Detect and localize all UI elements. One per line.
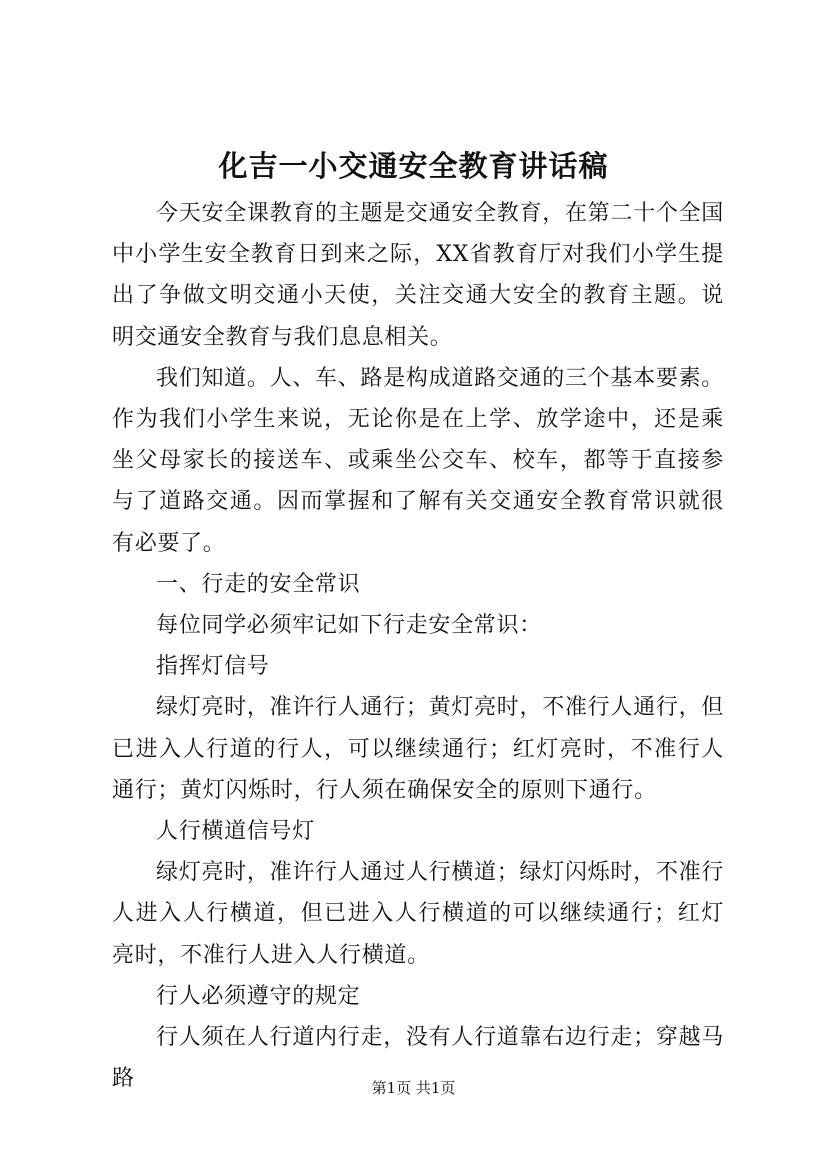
subheading-signal-lights: 指挥灯信号 <box>156 654 270 680</box>
paragraph-signal-lights: 绿灯亮时，准许行人通行；黄灯亮时，不准行人通行，但已进入人行道的行人，可以继续通行；红灯亮时，不准行人通行；黄灯闪烁时，行人须在确保安全的原则下通行。 <box>112 695 724 803</box>
section-heading-walking: 一、行走的安全常识 <box>156 571 361 597</box>
paragraph-walking-intro: 每位同学必须牢记如下行走安全常识： <box>156 613 542 639</box>
subheading-pedestrian-rules: 行人必须遵守的规定 <box>156 983 361 1009</box>
paragraph-intro: 今天安全课教育的主题是交通安全教育，在第二十个全国中小学生安全教育日到来之际，XX省教育厅对我们小学生提出了争做文明交通小天使，关注交通大安全的教育主题。说明交通安全教育与我们息息相关。 <box>112 201 724 350</box>
document-body <box>112 193 724 1099</box>
page-number-footer: 第1页 共1页 <box>371 1079 456 1097</box>
document-title: 化吉一小交通安全教育讲话稿 <box>218 149 609 183</box>
paragraph-elements: 我们知道。人、车、路是构成道路交通的三个基本要素。作为我们小学生来说，无论你是在上学、放学途中，还是乘坐父母家长的接送车、或乘坐公交车、校车，都等于直接参与了道路交通。因而掌握和了解有关交通安全教育常识就很有必要了。 <box>112 365 724 556</box>
subheading-crosswalk-lights: 人行横道信号灯 <box>156 819 315 845</box>
paragraph-pedestrian-rules: 行人须在人行道内行走，没有人行道靠右边行走；穿越马路 <box>112 1025 724 1092</box>
paragraph-crosswalk-lights: 绿灯亮时，准许行人通过人行横道；绿灯闪烁时，不准行人进入人行横道，但已进入人行横道的可以继续通行；红灯亮时，不准行人进入人行横道。 <box>112 860 724 968</box>
